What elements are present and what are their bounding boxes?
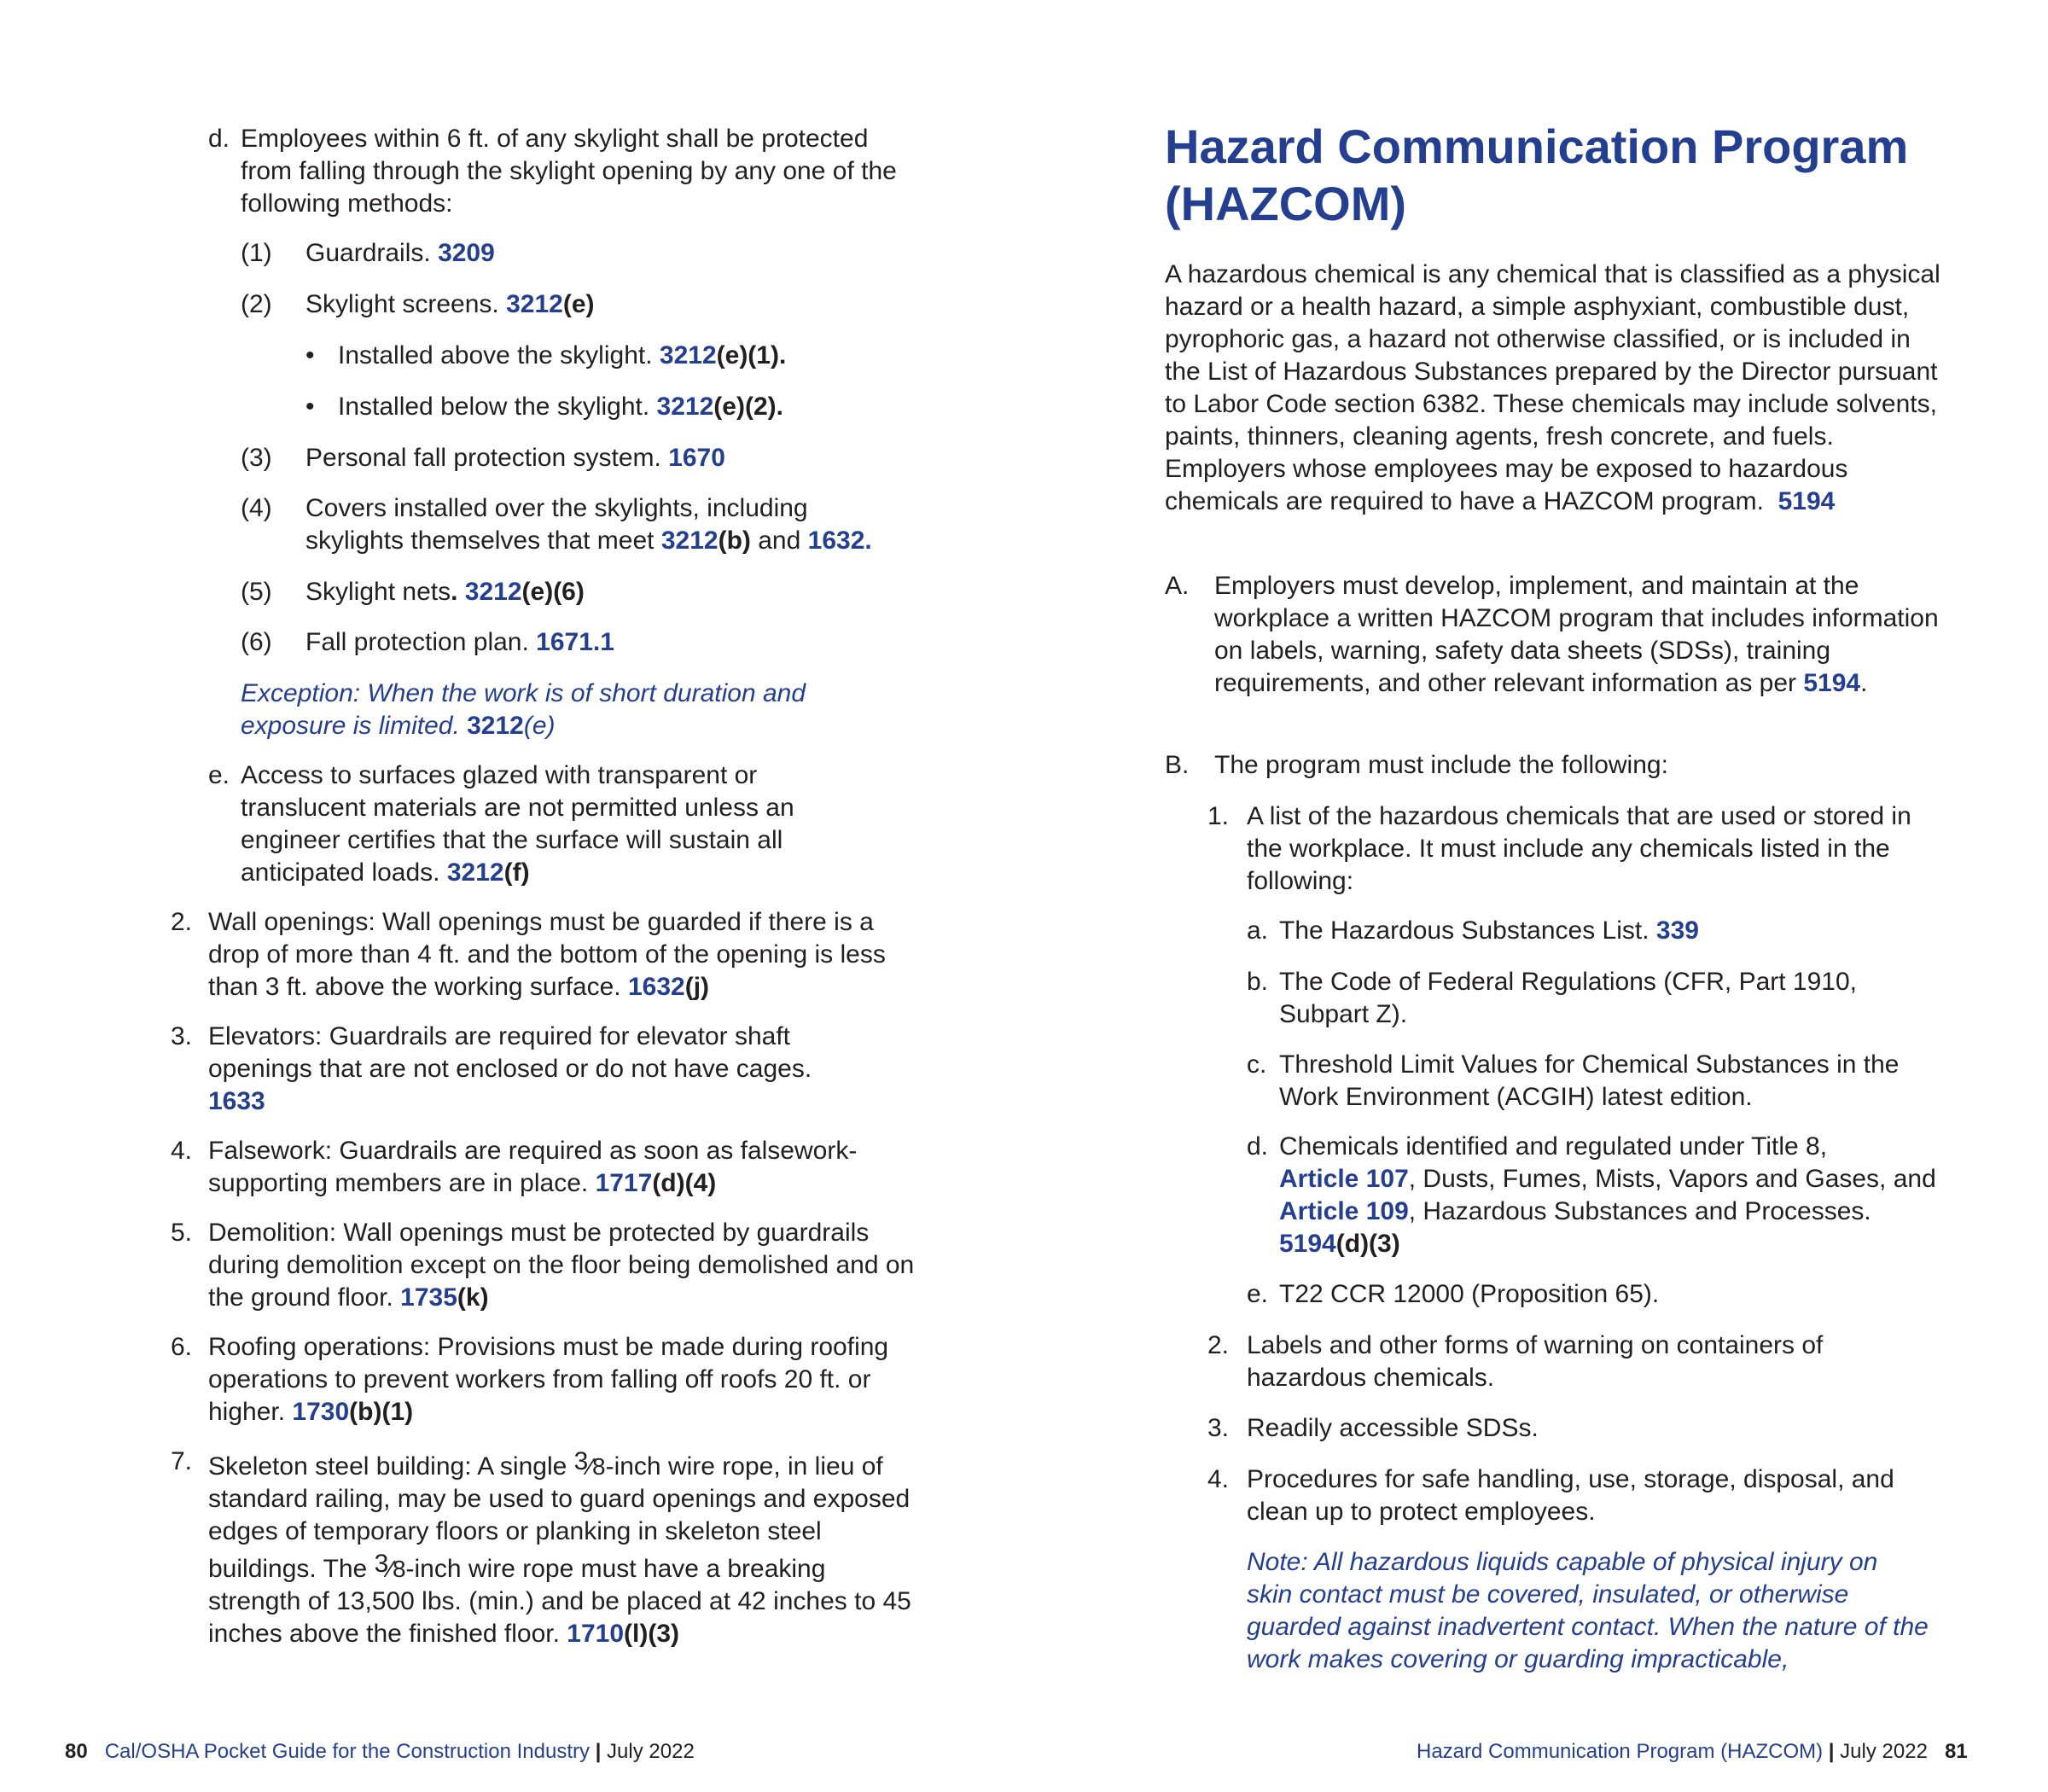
item-num: 2. <box>1207 1331 1230 1359</box>
item-num: 2. <box>171 908 193 936</box>
item-num: 3. <box>171 1022 193 1050</box>
exception-text: exposure is limited. <box>241 712 468 740</box>
regulation-link[interactable]: 1633 <box>208 1087 265 1115</box>
period: . <box>1860 669 1868 697</box>
period: . <box>864 527 872 555</box>
footer-right <box>1417 1739 1968 1765</box>
method-nets <box>305 576 585 608</box>
subsection: (f) <box>503 858 530 887</box>
sublist-item: The Code of Federal Regulations (CFR, Part 1910, Subpart Z). <box>1279 968 1858 1028</box>
regulation-link[interactable]: 1717 <box>595 1169 653 1197</box>
item-text: Access to surfaces glazed with transparent or translucent materials are not permitted unless an engineer certifies that the surface will sustain all anticipated loads. <box>241 761 794 887</box>
item-demolition <box>208 1217 916 1314</box>
item-text: -inch wire rope must have a breaking strength of 13,500 lbs. (min.) and be placed at 42 inches to 45 inches above the finished floor. <box>208 1555 911 1648</box>
item-roofing <box>208 1331 908 1428</box>
regulation-link[interactable]: 3212 <box>467 712 524 740</box>
sublist-label: c. <box>1247 1050 1267 1079</box>
method-text: Personal fall protection system. <box>305 444 669 472</box>
item-d-label: d. <box>208 125 230 153</box>
method-plan <box>305 626 614 659</box>
conjunction: and <box>750 527 808 555</box>
regulation-link[interactable]: 1670 <box>668 444 725 472</box>
regulation-link[interactable]: 3212 <box>446 858 504 887</box>
footer-title: Hazard Communication Program (HAZCOM) <box>1417 1740 1824 1763</box>
regulation-link[interactable]: 5194 <box>1777 487 1836 515</box>
method-text: Skylight nets <box>305 578 451 606</box>
item-wall-openings <box>208 906 899 1004</box>
item-text: Skeleton steel building: A single <box>208 1452 574 1481</box>
footer-separator: | <box>589 1740 608 1763</box>
subsection: (k) <box>457 1283 489 1312</box>
intro-text: A hazardous chemical is any chemical that is classified as a physical hazard or a health hazard, a simple asphyxiant, combustible dust, pyrophoric gas, a hazard not otherwise classified, or is included in the List of Hazardous Substances prepared by the Director pursuant to Labor Code section 6382. These chemicals may include solvents, paints, thinners, cleaning agents, fresh concrete, and fuels. Employers whose employees may be exposed to hazardous chemicals are required to have a HAZCOM program. <box>1165 260 1940 515</box>
item-text: Roofing operations: Provisions must be made during roofing operations to prevent workers from falling off roofs 20 ft. or higher. <box>208 1333 889 1426</box>
subsection: (d)(4) <box>652 1169 717 1197</box>
method-text: skylights themselves that meet <box>305 527 661 555</box>
sublist-text: , Dusts, Fumes, Mists, Vapors and Gases, and <box>1408 1165 1936 1193</box>
method-text: Guardrails. <box>305 239 439 267</box>
item-B-text: The program must include the following: <box>1214 751 1668 779</box>
footer-separator: | <box>1823 1740 1841 1763</box>
regulation-link[interactable]: 3212 <box>464 578 522 606</box>
item-A-label: A. <box>1165 572 1190 600</box>
method-num: (2) <box>241 290 272 318</box>
regulation-link[interactable]: 1632 <box>627 973 685 1001</box>
subsection: (j) <box>684 973 710 1001</box>
item-num: 3. <box>1207 1414 1230 1442</box>
item-text: Employers must develop, implement, and maintain at the workplace a written HAZCOM program that includes information on labels, warning, safety data sheets (SDSs), training requirements, and other relevant information as per <box>1214 572 1939 697</box>
item-num: 1. <box>1207 802 1230 830</box>
method-num: (5) <box>241 578 272 606</box>
footer-date: July 2022 <box>1840 1740 1928 1763</box>
fraction-numerator: 3 <box>573 1447 589 1475</box>
article-link[interactable]: Article 109 <box>1279 1197 1409 1225</box>
subsection: (b)(1) <box>349 1398 414 1426</box>
note-text: Note: All hazardous liquids capable of physical injury on skin contact must be covered, insulated, or otherwise guarded against inadvertent contact. When the nature of the work makes covering or guarding impracticable, <box>1247 1548 1929 1673</box>
fraction-denominator: ⁄8 <box>588 1453 606 1480</box>
method-text: Covers installed over the skylights, including <box>305 494 808 522</box>
page-number: 80 <box>65 1740 88 1763</box>
subsection: (b) <box>718 527 751 555</box>
regulation-link[interactable]: 5194 <box>1803 669 1861 697</box>
method-skylight-screens <box>305 288 595 321</box>
subsection: (e) <box>562 290 595 318</box>
method-covers <box>305 492 872 557</box>
subsection: (e)(6) <box>521 578 585 606</box>
footer-title: Cal/OSHA Pocket Guide for the Construction Industry <box>104 1740 590 1763</box>
method-text: Fall protection plan. <box>305 628 537 656</box>
item-num: 5. <box>171 1219 193 1247</box>
sublist-label: e. <box>1247 1280 1269 1308</box>
item-text: Elevators: Guardrails are required for elevator shaft openings that are not enclosed or do not have cages. <box>208 1022 812 1083</box>
item-text: -inch wire rope, in lieu of standard railing, may be used to guard openings and exposed edges of temporary floors or planking in skeleton steel buildings. The <box>208 1452 911 1583</box>
subsection: (e)(2). <box>713 393 783 421</box>
article-link[interactable]: Article 107 <box>1279 1165 1409 1193</box>
method-num: (3) <box>241 444 272 472</box>
page-title: Hazard Communication Program (HAZCOM) <box>1165 119 1909 230</box>
bullet-text: Installed below the skylight. <box>338 393 657 421</box>
regulation-link[interactable]: 3209 <box>438 239 495 267</box>
item-text: Wall openings: Wall openings must be guarded if there is a drop of more than 4 ft. and the bottom of the opening is less than 3 ft. above the working surface. <box>208 908 886 1001</box>
item-e-text <box>241 759 838 889</box>
item-labels: Labels and other forms of warning on containers of hazardous chemicals. <box>1247 1331 1824 1392</box>
item-num: 4. <box>1207 1465 1230 1493</box>
regulation-link[interactable]: 339 <box>1655 916 1699 945</box>
fraction <box>375 1549 406 1584</box>
sublist-text: , Hazardous Substances and Processes. <box>1408 1197 1871 1225</box>
sublist-label: d. <box>1247 1132 1269 1161</box>
fraction <box>574 1446 606 1481</box>
regulation-link[interactable]: 1710 <box>567 1620 625 1648</box>
sublist-text: The Hazardous Substances List. <box>1279 916 1656 945</box>
sublist-text: Chemicals identified and regulated under Title 8, <box>1279 1132 1828 1161</box>
sublist-item <box>1279 1131 1945 1260</box>
item-d-text: Employees within 6 ft. of any skylight shall be protected from falling through the skylight opening by any one of the following methods: <box>241 125 897 218</box>
intro-paragraph <box>1165 259 1946 518</box>
bullet-text: Installed above the skylight. <box>338 341 660 369</box>
regulation-link[interactable]: 3212 <box>656 393 714 421</box>
item-text: Falsework: Guardrails are required as soon as falsework-supporting members are in place. <box>208 1137 858 1197</box>
regulation-link[interactable]: 1730 <box>292 1398 350 1426</box>
subsection: (e) <box>523 712 556 740</box>
item-num: 7. <box>171 1447 193 1475</box>
subsection: (d)(3) <box>1335 1230 1400 1258</box>
regulation-link[interactable]: 1735 <box>400 1283 457 1312</box>
method-num: (1) <box>241 239 272 267</box>
item-e-label: e. <box>208 761 230 789</box>
bullet: • <box>305 341 315 369</box>
footer-date: July 2022 <box>607 1740 695 1763</box>
method-pfps <box>305 442 725 474</box>
sublist-label: b. <box>1247 968 1269 996</box>
subsection: (l)(3) <box>624 1620 680 1648</box>
exception-text: Exception: When the work is of short duration and <box>241 679 806 707</box>
subsection: (e)(1). <box>716 341 787 369</box>
bullet-below <box>338 391 783 423</box>
sublist-label: a. <box>1247 916 1269 945</box>
sublist-item: Threshold Limit Values for Chemical Substances in the Work Environment (ACGIH) latest edition. <box>1279 1050 1900 1111</box>
regulation-link[interactable]: 1632 <box>807 527 865 555</box>
method-num: (4) <box>241 494 272 522</box>
footer-left <box>65 1739 695 1765</box>
regulation-link[interactable]: 3212 <box>506 290 563 318</box>
sublist-item <box>1279 915 1945 947</box>
fraction-numerator: 3 <box>374 1550 389 1578</box>
regulation-link[interactable]: 3212 <box>659 341 717 369</box>
item-falsework <box>208 1135 899 1200</box>
period: . <box>451 578 458 606</box>
method-guardrails <box>305 237 495 270</box>
item-num: 6. <box>171 1333 193 1361</box>
item-num: 4. <box>171 1137 193 1165</box>
bullet: • <box>305 393 315 421</box>
regulation-link[interactable]: 5194 <box>1279 1230 1336 1258</box>
item-A-text <box>1214 570 1940 700</box>
method-text: Skylight screens. <box>305 290 507 318</box>
fraction-denominator: ⁄8 <box>388 1556 406 1582</box>
regulation-link[interactable]: 3212 <box>660 527 719 555</box>
sublist-item: T22 CCR 12000 (Proposition 65). <box>1279 1280 1660 1308</box>
item-sds: Readily accessible SDSs. <box>1247 1414 1539 1442</box>
item-B-label: B. <box>1165 751 1190 779</box>
exception-note <box>241 678 906 742</box>
item-procedures: Procedures for safe handling, use, storage, disposal, and clean up to protect employees. <box>1247 1465 1894 1526</box>
method-num: (6) <box>241 628 272 656</box>
item-skeleton-steel <box>208 1446 916 1650</box>
item-elevators <box>208 1021 865 1118</box>
item-text: Demolition: Wall openings must be protected by guardrails during demolition except on the floor being demolished and on the ground floor. <box>208 1219 915 1312</box>
page-number: 81 <box>1944 1740 1968 1763</box>
bullet-above <box>338 340 786 372</box>
regulation-link[interactable]: 1671.1 <box>536 628 614 656</box>
item-chemical-list: A list of the hazardous chemicals that are used or stored in the workplace. It must include any chemicals listed in the following: <box>1247 802 1911 895</box>
